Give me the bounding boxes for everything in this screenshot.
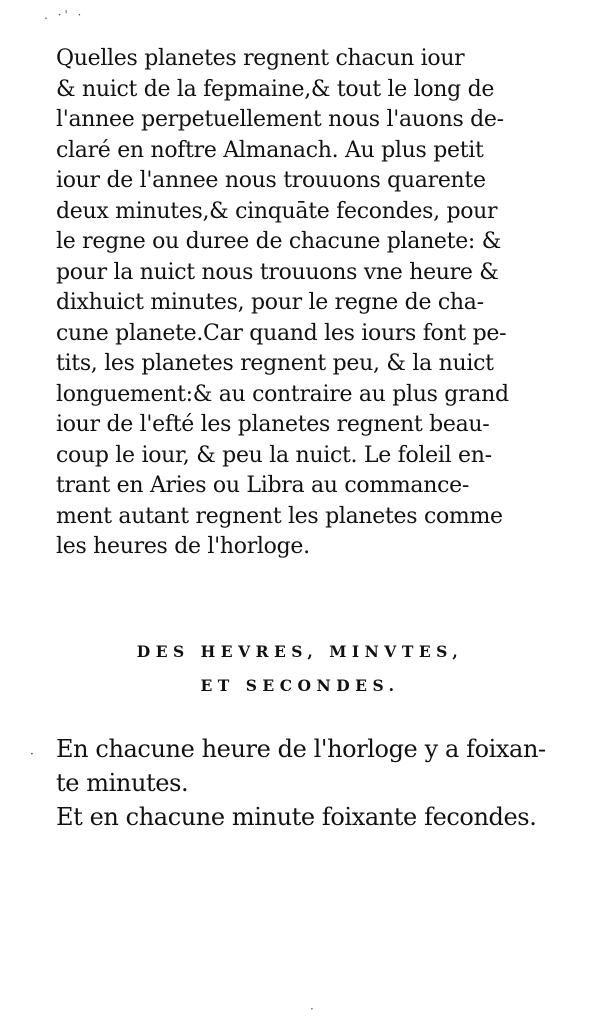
main-paragraph xyxy=(56,44,542,563)
section-heading: DES HEVRES, MINVTES, xyxy=(136,642,464,661)
margin-mark: · xyxy=(30,747,34,761)
paragraph-line: dixhuict minutes, pour le regne de cha- xyxy=(56,290,484,315)
paragraph-line: le regne ou duree de chacune planete: & xyxy=(56,229,502,254)
section-line: Et en chacune minute foixante fecondes. xyxy=(56,803,537,831)
paragraph-line: & nuict de la fepmaine,& tout le long de xyxy=(56,76,495,102)
section-line: te minutes. xyxy=(56,769,189,797)
footer-mark: · xyxy=(310,1002,314,1016)
paragraph-line: l'annee perpetuellement nous l'auons de- xyxy=(56,107,504,132)
paragraph-line: iour de l'efté les planetes regnent beau- xyxy=(56,412,490,437)
paragraph-line: trant en Aries ou Libra au commance- xyxy=(56,473,469,498)
paragraph-line: coup le iour, & peu la nuict. Le foleil en- xyxy=(56,442,492,468)
paragraph-line: iour de l'annee nous trouuons quarente xyxy=(56,168,486,193)
page-specks: . ·' · xyxy=(44,8,85,22)
paragraph-line: deux minutes,& cinquāte fecondes, pour xyxy=(56,198,498,224)
section-paragraph xyxy=(56,732,556,834)
paragraph-line: ment autant regnent les planetes comme xyxy=(56,503,503,529)
paragraph-line: pour la nuict nous trouuons vne heure & xyxy=(56,259,499,285)
paragraph-line: tits, les planetes regnent peu, & la nuict xyxy=(56,351,494,376)
paragraph-line: cune planete.Car quand les iours font pe- xyxy=(56,320,507,346)
paragraph-line: Quelles planetes regnent chacun iour xyxy=(56,46,465,71)
section-heading-continued: ET SECONDES. xyxy=(200,676,400,695)
paragraph-line: claré en noftre Almanach. Au plus petit xyxy=(56,137,484,163)
paragraph-line: les heures de l'horloge. xyxy=(56,534,310,559)
section-line: En chacune heure de l'horloge y a foixan- xyxy=(56,735,546,763)
paragraph-line: longuement:& au contraire au plus grand xyxy=(56,381,509,407)
